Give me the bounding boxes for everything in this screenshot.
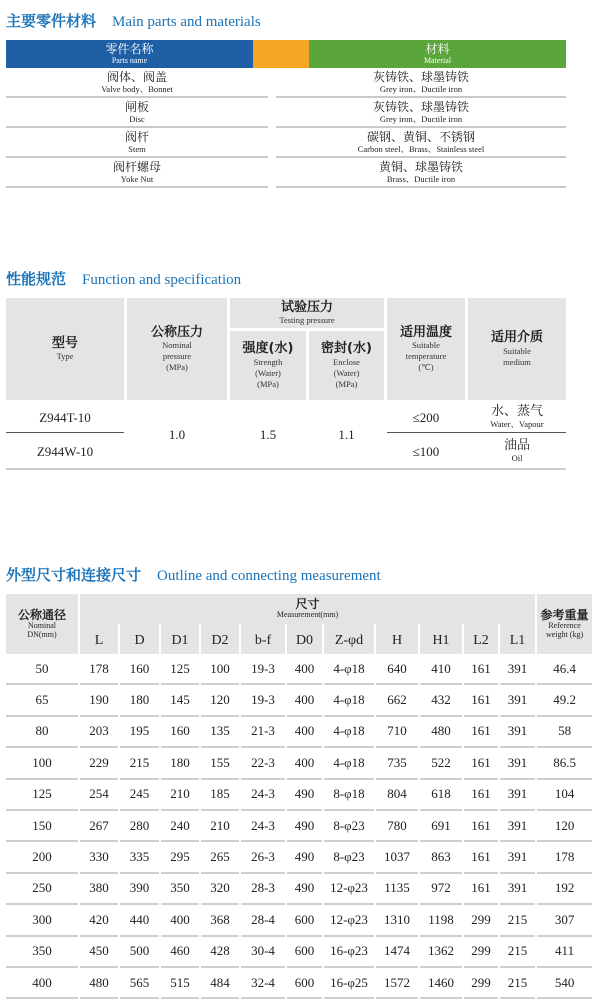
parts-title-en: Main parts and materials <box>112 14 261 30</box>
table-cell: 515 <box>161 968 199 999</box>
table-cell: 618 <box>420 780 462 811</box>
pressure-header-en2: pressure <box>162 351 192 362</box>
seal-header-unit: (MPa) <box>335 378 358 389</box>
part-name-zh: 阀杆 <box>124 129 149 144</box>
table-cell: 240 <box>161 811 199 842</box>
seal-header-zh: 密封(水) <box>321 341 372 357</box>
table-cell: 245 <box>120 780 159 811</box>
table-cell: 161 <box>464 811 498 842</box>
table-cell: 16-φ25 <box>324 968 374 999</box>
table-cell: 400 <box>287 748 322 779</box>
table-cell: 161 <box>464 874 498 905</box>
table-cell: 26-3 <box>241 842 285 873</box>
material-header-en: Material <box>423 56 452 65</box>
dimension-column-header <box>420 624 462 654</box>
part-name-cell <box>6 158 268 188</box>
table-cell: 863 <box>420 842 462 873</box>
pressure-header-en1: Nominal <box>162 340 192 351</box>
part-name-zh: 闸板 <box>124 99 149 114</box>
table-cell: 215 <box>500 905 535 936</box>
table-cell: 215 <box>500 968 535 999</box>
strength-value: 1.5 <box>259 426 277 442</box>
table-cell: 203 <box>80 717 118 748</box>
table-cell: 1572 <box>376 968 418 999</box>
outline-title-en: Outline and connecting measurement <box>157 568 381 584</box>
temperature-value: ≤200 <box>412 409 440 425</box>
table-cell: 600 <box>287 937 322 968</box>
type-value: Z944W-10 <box>36 443 94 459</box>
measurement-header-zh: 尺寸 <box>295 597 320 611</box>
table-cell: 1460 <box>420 968 462 999</box>
parts-row <box>6 98 566 128</box>
row-divider <box>6 432 124 433</box>
table-cell: 1310 <box>376 905 418 936</box>
parts-table <box>6 40 566 188</box>
table-cell: 210 <box>161 780 199 811</box>
type-header-zh: 型号 <box>51 335 78 351</box>
table-cell: 972 <box>420 874 462 905</box>
table-row <box>6 937 592 968</box>
table-cell: 161 <box>464 780 498 811</box>
strength-header-en2: (Water) <box>255 367 281 378</box>
table-cell: 490 <box>287 842 322 873</box>
temp-header-en1: Suitable <box>412 340 440 351</box>
dimension-column-header <box>241 624 285 654</box>
parts-row <box>6 68 566 98</box>
medium-header <box>468 298 566 400</box>
row-gap <box>268 128 276 158</box>
table-row <box>6 654 592 685</box>
table-cell: 1362 <box>420 937 462 968</box>
table-cell: 1135 <box>376 874 418 905</box>
table-cell: 125 <box>161 654 199 685</box>
table-cell: 12-φ23 <box>324 905 374 936</box>
medium-header-en2: medium <box>503 356 531 367</box>
table-cell: 391 <box>500 842 535 873</box>
parts-table-header <box>6 40 566 68</box>
table-cell: 391 <box>500 654 535 685</box>
table-cell: 391 <box>500 717 535 748</box>
type-header-en: Type <box>56 351 74 362</box>
table-cell: 28-3 <box>241 874 285 905</box>
table-cell: 180 <box>161 748 199 779</box>
table-cell: 100 <box>6 748 78 779</box>
table-cell: 295 <box>161 842 199 873</box>
temp-header-zh: 适用温度 <box>399 324 452 340</box>
table-cell: 161 <box>464 654 498 685</box>
pressure-header-unit: (MPa) <box>166 362 188 373</box>
dimension-column-header <box>500 624 535 654</box>
dn-header-en2: DN(mm) <box>27 629 57 639</box>
table-cell: 320 <box>201 874 239 905</box>
type-cell <box>6 436 124 466</box>
part-name-en: Stem <box>128 143 146 154</box>
nominal-pressure-cell <box>127 402 227 466</box>
dimension-column-header <box>161 624 199 654</box>
table-cell: 780 <box>376 811 418 842</box>
table-row <box>6 748 592 779</box>
medium-value-en: Oil <box>511 453 523 464</box>
table-cell: 400 <box>6 968 78 999</box>
part-name-cell <box>6 98 268 128</box>
table-cell: 4-φ18 <box>324 685 374 716</box>
dimension-column-header <box>324 624 374 654</box>
table-cell: 210 <box>201 811 239 842</box>
table-cell: 265 <box>201 842 239 873</box>
table-row <box>6 685 592 716</box>
outline-section-title <box>6 564 381 585</box>
table-cell: 490 <box>287 780 322 811</box>
dimension-column-header <box>120 624 159 654</box>
table-bottom-rule <box>6 468 566 470</box>
material-en: Carbon steel、Brass、Stainless steel <box>357 143 485 154</box>
table-cell: 450 <box>80 937 118 968</box>
material-cell <box>276 68 566 98</box>
medium-header-zh: 适用介质 <box>490 330 543 346</box>
table-cell: 178 <box>80 654 118 685</box>
table-cell: 480 <box>420 717 462 748</box>
medium-value-zh: 油品 <box>503 438 530 454</box>
table-cell: 21-3 <box>241 717 285 748</box>
table-cell: 391 <box>500 780 535 811</box>
material-header-zh: 材料 <box>425 42 450 56</box>
part-name-cell <box>6 128 268 158</box>
dimension-column-label: Z-φd <box>334 633 364 648</box>
medium-cell <box>468 436 566 466</box>
table-cell: 1198 <box>420 905 462 936</box>
seal-header-en2: (Water) <box>333 367 360 378</box>
table-cell: 350 <box>6 937 78 968</box>
table-cell: 125 <box>6 780 78 811</box>
table-cell: 49.2 <box>537 685 592 716</box>
measurement-header-en: Measurement(mm) <box>276 610 339 620</box>
seal-header <box>309 331 384 400</box>
table-cell: 120 <box>537 811 592 842</box>
table-cell: 30-4 <box>241 937 285 968</box>
dimension-column-label: L2 <box>473 633 489 648</box>
part-name-en: Disc <box>129 113 145 124</box>
dimension-column-label: D <box>134 633 145 648</box>
strength-cell <box>230 402 306 466</box>
table-cell: 391 <box>500 874 535 905</box>
table-cell: 24-3 <box>241 780 285 811</box>
table-cell: 391 <box>500 685 535 716</box>
parts-name-header-zh: 零件名称 <box>105 42 154 56</box>
table-cell: 185 <box>201 780 239 811</box>
weight-header-zh: 参考重量 <box>540 607 589 622</box>
table-cell: 400 <box>287 717 322 748</box>
parts-row <box>6 128 566 158</box>
table-cell: 161 <box>464 685 498 716</box>
table-cell: 229 <box>80 748 118 779</box>
table-cell: 100 <box>201 654 239 685</box>
function-title-zh: 性能规范 <box>6 270 67 288</box>
table-cell: 58 <box>537 717 592 748</box>
table-cell: 432 <box>420 685 462 716</box>
dimension-column-label: L1 <box>509 633 526 648</box>
strength-header <box>230 331 306 400</box>
table-cell: 160 <box>120 654 159 685</box>
table-cell: 150 <box>6 811 78 842</box>
testing-pressure-header <box>230 298 384 328</box>
outline-title-zh: 外型尺寸和连接尺寸 <box>6 566 142 584</box>
table-cell: 380 <box>80 874 118 905</box>
table-cell: 640 <box>376 654 418 685</box>
table-row <box>6 874 592 905</box>
table-row <box>6 717 592 748</box>
dimensions-table <box>6 594 589 999</box>
table-cell: 280 <box>120 811 159 842</box>
dimension-column-label: D0 <box>295 633 314 648</box>
seal-cell <box>309 402 384 466</box>
table-cell: 4-φ18 <box>324 654 374 685</box>
table-cell: 160 <box>161 717 199 748</box>
table-cell: 460 <box>161 937 199 968</box>
dimension-column-label: b-f <box>254 633 272 648</box>
table-row <box>6 842 592 873</box>
table-cell: 145 <box>161 685 199 716</box>
dimension-column-label: D1 <box>171 633 189 648</box>
table-cell: 8-φ23 <box>324 811 374 842</box>
table-cell: 804 <box>376 780 418 811</box>
table-cell: 254 <box>80 780 118 811</box>
table-cell: 104 <box>537 780 592 811</box>
table-cell: 267 <box>80 811 118 842</box>
table-cell: 440 <box>120 905 159 936</box>
dimension-column-label: L <box>94 633 104 648</box>
temperature-cell <box>387 402 465 432</box>
function-table <box>6 298 566 470</box>
table-cell: 155 <box>201 748 239 779</box>
table-cell: 565 <box>120 968 159 999</box>
table-cell: 24-3 <box>241 811 285 842</box>
temperature-cell <box>387 436 465 466</box>
table-cell: 8-φ18 <box>324 780 374 811</box>
table-row <box>6 968 592 999</box>
strength-header-en1: Strength <box>253 356 283 367</box>
dn-header-en1: Nominal <box>28 620 56 630</box>
measurement-header <box>80 594 535 624</box>
table-cell: 200 <box>6 842 78 873</box>
material-cell <box>276 158 566 188</box>
table-cell: 86.5 <box>537 748 592 779</box>
table-cell: 215 <box>120 748 159 779</box>
table-cell: 180 <box>120 685 159 716</box>
material-zh: 碳钢、黄铜、不锈钢 <box>366 129 475 144</box>
table-cell: 400 <box>287 654 322 685</box>
table-cell: 8-φ23 <box>324 842 374 873</box>
table-cell: 135 <box>201 717 239 748</box>
row-gap <box>268 98 276 128</box>
dimension-column-header <box>376 624 418 654</box>
strength-header-zh: 强度(水) <box>242 341 294 357</box>
dimension-column-header <box>287 624 322 654</box>
part-name-zh: 阀体、阀盖 <box>106 69 167 84</box>
weight-header <box>537 594 592 654</box>
table-cell: 400 <box>161 905 199 936</box>
table-cell: 195 <box>120 717 159 748</box>
table-cell: 420 <box>80 905 118 936</box>
pressure-header-zh: 公称压力 <box>150 324 203 340</box>
table-cell: 691 <box>420 811 462 842</box>
dn-header <box>6 594 78 654</box>
parts-row <box>6 158 566 188</box>
table-row <box>6 780 592 811</box>
dimension-column-header <box>464 624 498 654</box>
table-cell: 250 <box>6 874 78 905</box>
table-cell: 480 <box>80 968 118 999</box>
table-cell: 32-4 <box>241 968 285 999</box>
part-name-en: Valve body、Bonnet <box>101 83 173 94</box>
material-en: Grey iron、Ductile iron <box>379 113 463 124</box>
dimension-column-label: D2 <box>211 633 229 648</box>
table-cell: 540 <box>537 968 592 999</box>
table-cell: 368 <box>201 905 239 936</box>
table-cell: 299 <box>464 968 498 999</box>
table-cell: 28-4 <box>241 905 285 936</box>
part-name-cell <box>6 68 268 98</box>
table-cell: 300 <box>6 905 78 936</box>
table-cell: 335 <box>120 842 159 873</box>
material-cell <box>276 128 566 158</box>
material-zh: 灰铸铁、球墨铸铁 <box>372 69 469 84</box>
weight-header-en2: weight (kg) <box>546 629 584 639</box>
table-cell: 490 <box>287 874 322 905</box>
temp-header-en2: temperature <box>405 351 447 362</box>
table-cell: 190 <box>80 685 118 716</box>
row-gap <box>268 158 276 188</box>
strength-header-unit: (MPa) <box>257 378 279 389</box>
material-cell <box>276 98 566 128</box>
table-cell: 120 <box>201 685 239 716</box>
table-cell: 500 <box>120 937 159 968</box>
table-cell: 4-φ18 <box>324 748 374 779</box>
seal-header-en1: Enclose <box>333 356 360 367</box>
table-cell: 400 <box>287 685 322 716</box>
table-cell: 391 <box>500 748 535 779</box>
table-cell: 12-φ23 <box>324 874 374 905</box>
function-section-title <box>6 268 241 289</box>
test-header-zh: 试验压力 <box>280 299 333 315</box>
temperature-value: ≤100 <box>412 443 440 459</box>
table-cell: 522 <box>420 748 462 779</box>
table-cell: 299 <box>464 937 498 968</box>
table-cell: 710 <box>376 717 418 748</box>
row-gap <box>268 68 276 98</box>
nominal-pressure-value: 1.0 <box>168 426 186 442</box>
type-header <box>6 298 124 400</box>
table-cell: 161 <box>464 717 498 748</box>
material-zh: 黄铜、球墨铸铁 <box>378 159 463 174</box>
table-cell: 50 <box>6 654 78 685</box>
table-cell: 484 <box>201 968 239 999</box>
table-cell: 299 <box>464 905 498 936</box>
table-cell: 161 <box>464 842 498 873</box>
table-cell: 215 <box>500 937 535 968</box>
table-cell: 350 <box>161 874 199 905</box>
type-cell <box>6 402 124 432</box>
temp-header-unit: (℃) <box>418 362 434 373</box>
part-name-zh: 阀杆螺母 <box>112 159 161 174</box>
medium-value-en: Water、Vapour <box>490 419 544 430</box>
table-cell: 307 <box>537 905 592 936</box>
table-cell: 4-φ18 <box>324 717 374 748</box>
table-cell: 390 <box>120 874 159 905</box>
medium-cell <box>468 402 566 432</box>
material-zh: 灰铸铁、球墨铸铁 <box>372 99 469 114</box>
table-cell: 600 <box>287 968 322 999</box>
table-cell: 1037 <box>376 842 418 873</box>
table-cell: 428 <box>201 937 239 968</box>
table-cell: 22-3 <box>241 748 285 779</box>
material-en: Brass、Ductile iron <box>386 173 456 184</box>
table-cell: 65 <box>6 685 78 716</box>
test-header-en: Testing pressure <box>279 315 335 326</box>
dimension-column-header <box>80 624 118 654</box>
dimension-column-label: H1 <box>432 633 450 648</box>
parts-name-header-en: Parts name <box>111 56 148 65</box>
parts-section-title <box>6 10 261 31</box>
table-cell: 46.4 <box>537 654 592 685</box>
type-value: Z944T-10 <box>39 409 91 425</box>
table-cell: 19-3 <box>241 685 285 716</box>
table-cell: 600 <box>287 905 322 936</box>
table-row <box>6 811 592 842</box>
table-cell: 490 <box>287 811 322 842</box>
table-cell: 735 <box>376 748 418 779</box>
dn-header-zh: 公称通径 <box>17 607 66 622</box>
header-accent-block <box>253 40 309 68</box>
table-cell: 178 <box>537 842 592 873</box>
parts-title-zh: 主要零件材料 <box>6 12 97 30</box>
material-en: Grey iron、Ductile iron <box>379 83 463 94</box>
table-cell: 330 <box>80 842 118 873</box>
table-cell: 16-φ23 <box>324 937 374 968</box>
table-cell: 1474 <box>376 937 418 968</box>
table-cell: 161 <box>464 748 498 779</box>
table-cell: 80 <box>6 717 78 748</box>
material-header <box>309 40 566 68</box>
medium-value-zh: 水、蒸气 <box>490 404 543 420</box>
seal-value: 1.1 <box>338 426 355 442</box>
function-title-en: Function and specification <box>82 272 242 288</box>
table-row <box>6 905 592 936</box>
table-cell: 192 <box>537 874 592 905</box>
temperature-header <box>387 298 465 400</box>
table-cell: 19-3 <box>241 654 285 685</box>
table-cell: 410 <box>420 654 462 685</box>
table-cell: 411 <box>537 937 592 968</box>
weight-header-en1: Reference <box>548 620 581 630</box>
table-cell: 662 <box>376 685 418 716</box>
parts-name-header <box>6 40 253 68</box>
medium-header-en1: Suitable <box>503 345 531 356</box>
dimension-column-label: H <box>391 633 403 648</box>
nominal-pressure-header <box>127 298 227 400</box>
table-cell: 391 <box>500 811 535 842</box>
row-divider <box>387 432 566 433</box>
dimension-column-header <box>201 624 239 654</box>
part-name-en: Yoke Nut <box>120 173 154 184</box>
